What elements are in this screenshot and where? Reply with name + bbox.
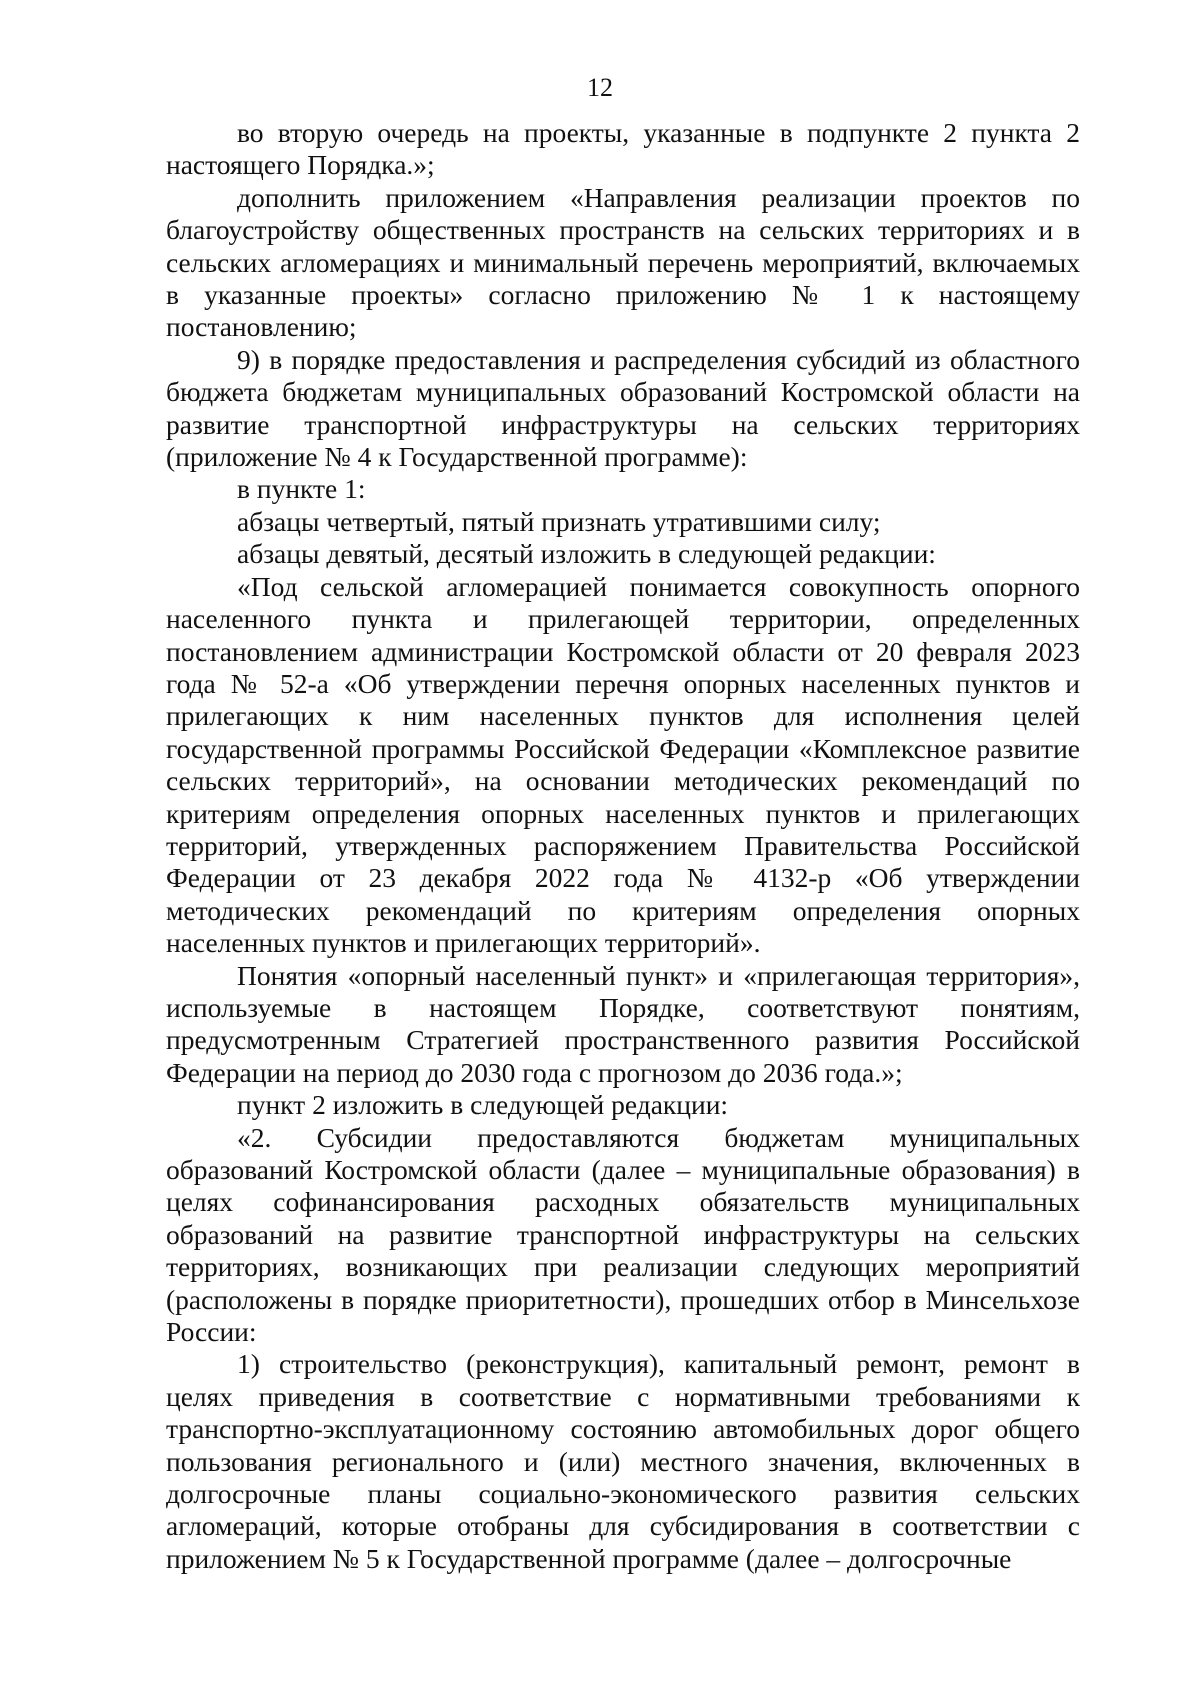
paragraph-1: во вторую очередь на проекты, указанные в подпункте 2 пункта 2 настоящего Порядка.»; — [166, 117, 1080, 181]
paragraph-9: пункт 2 изложить в следующей редакции: — [237, 1089, 729, 1121]
paragraph-10: «2. Субсидии предоставляются бюджетам муниципальных образований Костромской области (далее – муниципальные образования) в целях софинансирования расходных обязательств муниципальных образований на развитие транспортной инфраструктуры на сельских территориях, возникающих при реализации следующих мероприятий (расположены в порядке приоритетности), прошедших отбор в Минсельхозе России: — [166, 1121, 1080, 1348]
paragraph-8: Понятия «опорный населенный пункт» и «прилегающая территория», используемые в настоящем Порядке, соответствуют понятиям, предусмотренным Стратегией пространственного развития Российской Федерации на период до 2030 года с прогнозом до 2036 года.»; — [166, 959, 1080, 1088]
document-body — [166, 117, 1080, 1575]
paragraph-5: абзацы четвертый, пятый признать утратившими силу; — [237, 505, 881, 537]
paragraph-6: абзацы девятый, десятый изложить в следующей редакции: — [237, 538, 936, 570]
paragraph-3: 9) в порядке предоставления и распределения субсидий из областного бюджета бюджетам муниципальных образований Костромской области на развитие транспортной инфраструктуры на сельских территориях (приложение № 4 к Государственной программе): — [166, 343, 1080, 473]
paragraph-2: дополнить приложением «Направления реализации проектов по благоустройству общественных пространств на сельских территориях и в сельских агломерациях и минимальный перечень мероприятий, включаемых в указанные проекты» согласно приложению № 1 к настоящему постановлению; — [166, 181, 1080, 343]
paragraph-7: «Под сельской агломерацией понимается совокупность опорного населенного пункта и прилегающей территории, определенных постановлением администрации Костромской области от 20 февраля 2023 года № 52-а «Об утверждении перечня опорных населенных пунктов и прилегающих к ним населенных пунктов для исполнения целей государственной программы Российской Федерации «Комплексное развитие сельских территорий», на основании методических рекомендаций по критериям определения опорных населенных пунктов и прилегающих территорий, утвержденных распоряжением Правительства Российской Федерации от 23 декабря 2022 года № 4132-р «Об утверждении методических рекомендаций по критериям определения опорных населенных пунктов и прилегающих территорий». — [166, 570, 1080, 959]
paragraph-4: в пункте 1: — [237, 473, 366, 505]
paragraph-11: 1) строительство (реконструкция), капитальный ремонт, ремонт в целях приведения в соответствие с нормативными требованиями к транспортно-эксплуатационному состоянию автомобильных дорог общего пользования регионального и (или) местного значения, включенных в долгосрочные планы социально-экономического развития сельских агломераций, которые отобраны для субсидирования в соответствии с приложением № 5 к Государственной программе (далее – долгосрочные — [166, 1348, 1080, 1574]
page-number: 12 — [587, 73, 613, 102]
